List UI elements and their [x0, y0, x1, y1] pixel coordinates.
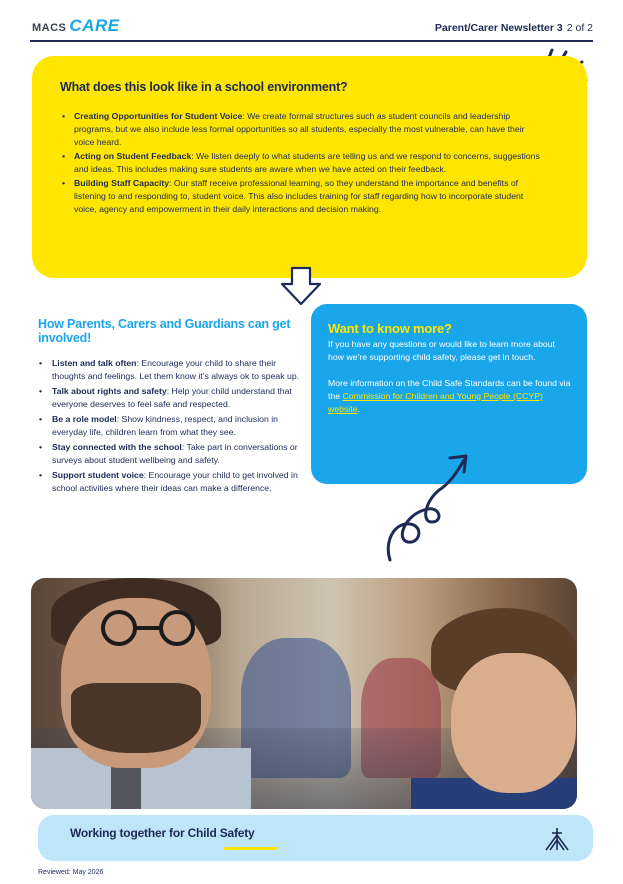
swirl-arrow-icon: [380, 452, 480, 564]
item-label: Listen and talk often: [52, 358, 137, 368]
photo-teacher-beard: [71, 683, 201, 753]
item-text: : Take part in conversations or surveys about student wellbeing and safety.: [52, 442, 298, 465]
catholic-emblem-icon: [544, 827, 570, 851]
item-label: Talk about rights and safety: [52, 386, 167, 396]
more-text: More information on the Child Safe Standards can be found via the: [328, 378, 571, 401]
more-text-end: .: [357, 404, 360, 414]
footer-title: Working together for Child Safety: [70, 826, 255, 840]
school-environment-title: What does this look like in a school environment?: [60, 80, 348, 94]
item-label: Be a role model: [52, 414, 117, 424]
page-header: [30, 14, 593, 42]
reviewed-date: Reviewed: May 2026: [38, 869, 104, 876]
photo-student-face: [451, 653, 576, 793]
list-item: [60, 110, 542, 149]
parents-section: [38, 317, 300, 497]
logo-brand: CARE: [69, 16, 120, 35]
item-label: Support student voice: [52, 470, 144, 480]
footer-underline: [224, 847, 278, 850]
newsletter-title: Parent/Carer Newsletter 3: [434, 22, 563, 34]
item-text: : We create formal structures such as student councils and leadership programs, but we also include less formal opportunities so all students, especially the most vulnerable, can have their voice heard.: [74, 111, 525, 147]
item-text: : We listen deeply to what students are telling us and we respond to concerns, suggestions and ideas. This includes making sure students are aware when we have acted on their feedback.: [74, 151, 540, 174]
teacher-student-photo: [31, 578, 577, 809]
glasses-icon: [91, 608, 211, 650]
school-environment-list: [60, 110, 542, 217]
item-text: : Show kindness, respect, and inclusion in everyday life, children learn from what they see.: [52, 414, 278, 437]
macs-care-logo: [32, 16, 120, 36]
more-paragraph-1: If you have any questions or would like to learn more about how we’re supporting child safety, please get in touch.: [328, 339, 555, 362]
item-label: Creating Opportunities for Student Voice: [74, 111, 243, 121]
parents-list: [38, 357, 300, 495]
item-text: : Encourage your child to share their thoughts and feelings. Let them know it’s always ok to speak up.: [52, 358, 300, 381]
list-item: [38, 385, 300, 411]
newsletter-info: [435, 22, 593, 34]
header-rule: [30, 40, 593, 42]
ccyp-website-link[interactable]: Commission for Children and Young People (CCYP) website: [328, 391, 543, 414]
footer-banner: [38, 815, 593, 861]
page-number: 2 of 2: [566, 22, 593, 34]
down-arrow-icon: [280, 266, 322, 306]
item-text: : Help your child understand that everyone deserves to feel safe and respected.: [52, 386, 292, 409]
item-text: : Our staff receive professional learning, so they understand the importance and benefits of listening to and responding to, student voice. This also includes training for staff regarding how to incorporate student voice, agency and empowerment in their daily interactions and decision making.: [74, 178, 524, 214]
list-item: [60, 150, 542, 176]
list-item: [38, 413, 300, 439]
parents-title: How Parents, Carers and Guardians can get involved!: [38, 317, 291, 345]
item-label: Stay connected with the school: [52, 442, 182, 452]
list-item: [38, 469, 300, 495]
item-label: Acting on Student Feedback: [74, 151, 192, 161]
school-environment-box: [32, 56, 587, 278]
more-title: Want to know more?: [328, 321, 452, 336]
list-item: [60, 177, 542, 216]
item-label: Building Staff Capacity: [74, 178, 170, 188]
list-item: [38, 441, 300, 467]
list-item: [38, 357, 300, 383]
item-text: : Encourage your child to get involved in school activities where their ideas can make a difference.: [52, 470, 298, 493]
more-paragraph-2: [328, 377, 571, 416]
logo-prefix: MACS: [32, 22, 67, 34]
